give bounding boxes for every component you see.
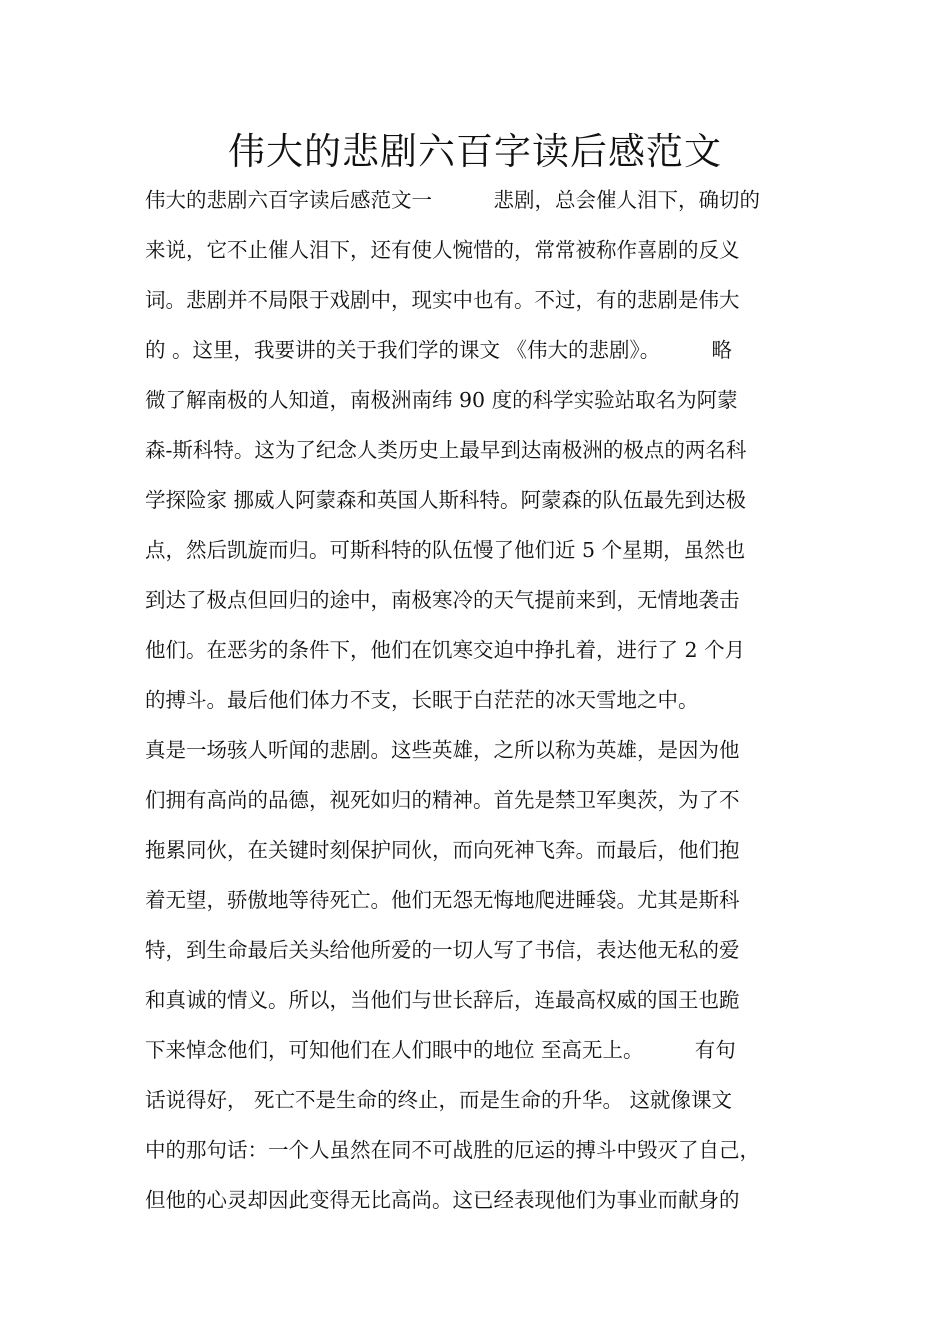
body-line: 拖累同伙，在关键时刻保护同伙，而向死神飞奔。而最后，他们抱	[145, 838, 740, 862]
body-line: 着无望，骄傲地等待死亡。他们无怨无悔地爬进睡袋。尤其是斯科	[145, 888, 740, 912]
body-line: 他们。在恶劣的条件下，他们在饥寒交迫中挣扎着，进行了 2 个月	[145, 638, 746, 662]
body-line: 词。悲剧并不局限于戏剧中，现实中也有。不过，有的悲剧是伟大	[145, 288, 740, 312]
body-line: 到达了极点但回归的途中，南极寒冷的天气提前来到，无情地袭击	[145, 588, 740, 612]
body-line: 话说得好， 死亡不是生命的终止，而是生命的升华。 这就像课文	[145, 1088, 733, 1112]
body-line: 森-斯科特。这为了纪念人类历史上最早到达南极洲的极点的两名科	[145, 438, 747, 462]
body-line: 点，然后凯旋而归。可斯科特的队伍慢了他们近 5 个星期，虽然也	[145, 538, 746, 562]
document-body	[145, 175, 835, 1225]
body-line: 特，到生命最后关头给他所爱的一切人写了书信，表达他无私的爱	[145, 938, 740, 962]
body-line: 和真诚的情义。所以，当他们与世长辞后，连最高权威的国王也跪	[145, 988, 740, 1012]
body-line: 来说，它不止催人泪下，还有使人惋惜的，常常被称作喜剧的反义	[145, 238, 740, 262]
body-line: 真是一场骇人听闻的悲剧。这些英雄，之所以称为英雄，是因为他	[145, 738, 740, 762]
body-line: 的 。这里，我要讲的关于我们学的课文 《伟大的悲剧》。 略	[145, 338, 733, 362]
body-line: 但他的心灵却因此变得无比高尚。这已经表现他们为事业而献身的	[145, 1188, 740, 1212]
body-line: 学探险家 挪威人阿蒙森和英国人斯科特。阿蒙森的队伍最先到达极	[145, 488, 747, 512]
body-line: 微了解南极的人知道，南极洲南纬 90 度的科学实验站取名为阿蒙	[145, 388, 738, 412]
body-line: 下来悼念他们，可知他们在人们眼中的地位 至高无上。 有句	[145, 1038, 736, 1062]
document-title: 伟大的悲剧六百字读后感范文	[228, 130, 722, 173]
body-line: 伟大的悲剧六百字读后感范文一 悲剧，总会催人泪下，确切的	[145, 188, 760, 212]
body-line: 中的那句话：一个人虽然在同不可战胜的厄运的搏斗中毁灭了自己，	[145, 1138, 760, 1162]
body-line: 们拥有高尚的品德，视死如归的精神。首先是禁卫军奥茨，为了不	[145, 788, 740, 812]
body-line: 的搏斗。最后他们体力不支，长眠于白茫茫的冰天雪地之中。	[145, 688, 699, 712]
